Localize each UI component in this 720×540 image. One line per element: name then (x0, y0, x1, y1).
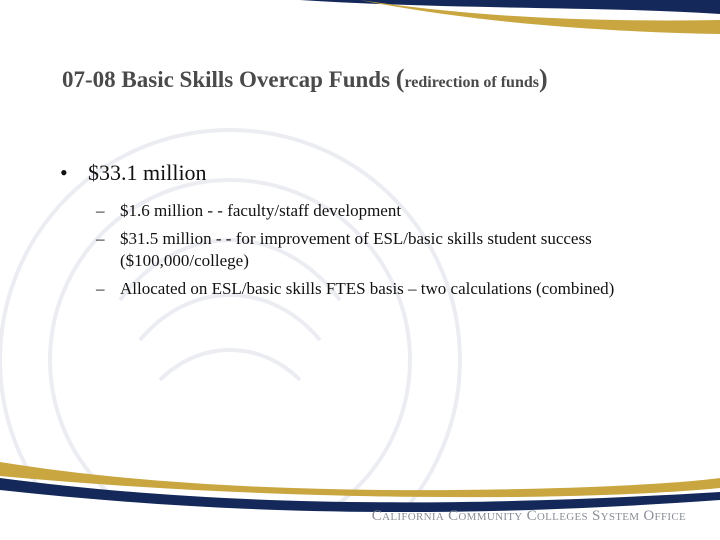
dash-icon: – (96, 201, 105, 220)
title-subtext: redirection of funds (404, 74, 539, 91)
bullet-text: $33.1 million (88, 160, 207, 185)
subbullet-item (96, 228, 660, 272)
slide-title (62, 64, 548, 94)
dash-icon: – (96, 229, 105, 248)
top-swoosh-navy (300, 0, 720, 14)
subbullet-item (96, 278, 660, 300)
bullet-list (60, 160, 660, 306)
title-main: 07-08 Basic Skills Overcap Funds (62, 67, 396, 92)
bullet-dot-icon: • (60, 160, 68, 185)
dash-icon: – (96, 279, 105, 298)
subbullet-text: $31.5 million - - for improvement of ESL/basic skills student success ($100,000/college) (120, 229, 592, 270)
title-paren-close: ) (538, 64, 548, 93)
subbullet-list (96, 200, 660, 300)
subbullet-text: Allocated on ESL/basic skills FTES basis – two calculations (combined) (120, 279, 615, 298)
subbullet-text: $1.6 million - - faculty/staff development (120, 201, 402, 220)
subbullet-item (96, 200, 660, 222)
footer-organization: California Community Colleges System Office (371, 508, 686, 524)
bullet-item (60, 160, 660, 186)
title-paren-open: ( (395, 64, 405, 93)
